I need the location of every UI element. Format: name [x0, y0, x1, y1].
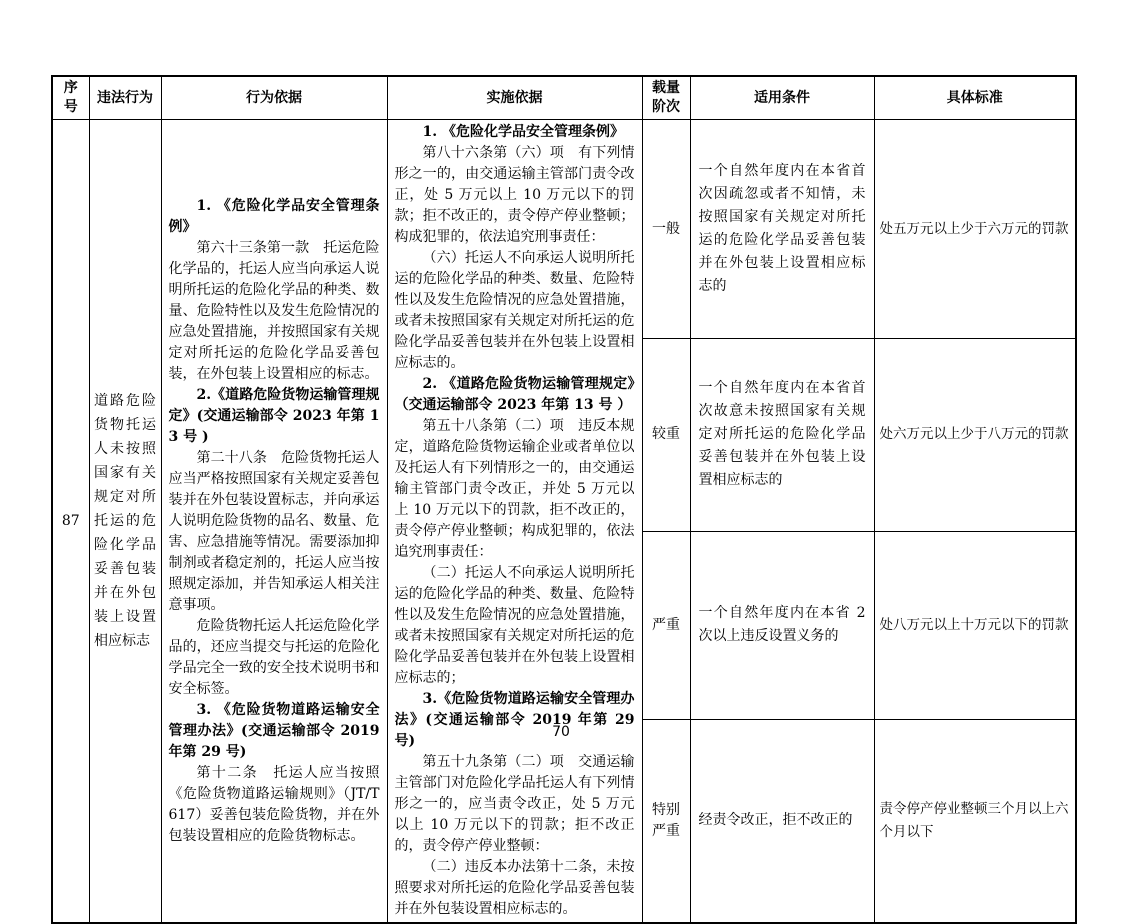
behavior-basis-cell [161, 120, 387, 924]
specific-standard-cell: 处八万元以上十万元以下的罚款 [874, 531, 1076, 719]
serial-number-cell: 87 [52, 120, 89, 924]
legal-paragraph: 第十二条 托运人应当按照《危险货物道路运输规则》（JT/T 617）妥善包装危险货物，并在外包装设置相应的危险货物标志。 [168, 764, 380, 844]
specific-standard-cell: 处五万元以上少于六万元的罚款 [874, 120, 1076, 339]
behavior-basis-paragraphs [169, 196, 380, 847]
legal-paragraph: 第二十八条 危险货物托运人应当严格按照国家有关规定妥善包装并在外包装设置标志，并向承运人说明危险货物的品名、数量、危害、应急措施等情况。需要添加抑制剂或者稳定剂的，托运人应当按照规定添加，并告知承运人相关注意事项。 [168, 449, 380, 613]
applicable-condition-cell: 经责令改正，拒不改正的 [690, 719, 874, 923]
applicable-condition-cell: 一个自然年度内在本省首次故意未按照国家有关规定对所托运的危险化学品妥善包装并在外包装上设置相应标志的 [690, 339, 874, 532]
applicable-condition-cell: 一个自然年度内在本省 2 次以上违反设置义务的 [690, 531, 874, 719]
column-header-implementation-basis: 实施依据 [387, 76, 642, 120]
penalty-table-container [51, 75, 1077, 924]
violation-cell [89, 120, 161, 924]
legal-paragraph: 2. 《道路危险货物运输管理规定》（交通运输部令 2023 年第 13 号 ） [394, 376, 635, 413]
legal-paragraph: 第八十六条第（六）项 有下列情形之一的，由交通运输主管部门责令改正，处 5 万元以上 10 万元以下的罚款；拒不改正的，责令停产停业整顿；构成犯罪的，依法追究刑事责任： [394, 145, 635, 245]
violation-text: 道路危险货物托运人未按照国家有关规定对所托运的危险化学品妥善包装并在外包装上设置相应标志 [94, 393, 156, 649]
legal-paragraph: （二）违反本办法第十二条，未按照要求对所托运的危险化学品妥善包装并在外包装设置相应标志的。 [394, 859, 635, 917]
legal-paragraph: 3.《危险货物道路运输安全管理办法》(交通运输部令 2019 年第 29 号) [394, 691, 635, 749]
legal-paragraph: 2.《道路危险货物运输管理规定》(交通运输部令 2023 年第 13 号 ) [168, 386, 380, 445]
page-number: 70 [552, 724, 570, 740]
column-header-grade-level: 载量阶次 [642, 76, 690, 120]
applicable-condition-cell: 一个自然年度内在本省首次因疏忽或者不知情，未按照国家有关规定对所托运的危险化学品妥善包装并在外包装上设置相应标志的 [690, 120, 874, 339]
specific-standard-cell: 责令停产停业整顿三个月以上六个月以下 [874, 719, 1076, 923]
legal-paragraph: 第六十三条第一款 托运危险化学品的，托运人应当向承运人说明所托运的危险化学品的种类、数量、危险特性以及发生危险情况的应急处置措施，并按照国家有关规定对所托运的危险化学品妥善包装，在外包装上设置相应的标志。 [168, 239, 380, 382]
legal-paragraph: 第五十九条第（二）项 交通运输主管部门对危险化学品托运人有下列情形之一的，应当责令改正，处 5 万元以上 10 万元以下的罚款；拒不改正的，责令停产停业整顿： [394, 754, 635, 854]
legal-paragraph: （六）托运人不向承运人说明所托运的危险化学品的种类、数量、危险特性以及发生危险情况的应急处置措施，或者未按照国家有关规定对所托运的危险化学品妥善包装并在外包装上设置相应标志的。 [394, 250, 635, 371]
table-header-row [52, 76, 1076, 120]
grade-level-cell: 较重 [642, 339, 690, 532]
legal-paragraph: 1. 《危险化学品安全管理条例》 [422, 124, 624, 140]
column-header-serial-number: 序号 [52, 76, 89, 120]
column-header-specific-standards: 具体标准 [874, 76, 1076, 120]
table-row [52, 120, 1076, 339]
grade-level-cell: 一般 [642, 120, 690, 339]
implementation-basis-paragraphs [395, 122, 635, 920]
penalty-standards-table [51, 75, 1077, 924]
legal-paragraph: 1. 《危险化学品安全管理条例》 [168, 197, 380, 235]
legal-paragraph: 第五十八条第（二）项 违反本规定，道路危险货物运输企业或者单位以及托运人有下列情形之一的，由交通运输主管部门责令改正，并处 5 万元以上 10 万元以下的罚款，拒不改正的，责令停产停业整顿；构成犯罪的，依法追究刑事责任： [394, 418, 635, 560]
grade-level-cell: 严重 [642, 531, 690, 719]
grade-level-cell: 特别严重 [642, 719, 690, 923]
specific-standard-cell: 处六万元以上少于八万元的罚款 [874, 339, 1076, 532]
legal-paragraph: 危险货物托运人托运危险化学品的，还应当提交与托运的危险化学品完全一致的安全技术说明书和安全标签。 [168, 617, 380, 697]
column-header-applicable-conditions: 适用条件 [690, 76, 874, 120]
column-header-behavior-basis: 行为依据 [161, 76, 387, 120]
legal-paragraph: 3. 《危险货物道路运输安全管理办法》(交通运输部令 2019 年第 29 号) [168, 701, 380, 760]
column-header-violation: 违法行为 [89, 76, 161, 120]
implementation-basis-cell [387, 120, 642, 924]
legal-paragraph: （二）托运人不向承运人说明所托运的危险化学品的种类、数量、危险特性以及发生危险情况的应急处置措施，或者未按照国家有关规定对所托运的危险化学品妥善包装并在外包装上设置相应标志的； [394, 565, 635, 686]
